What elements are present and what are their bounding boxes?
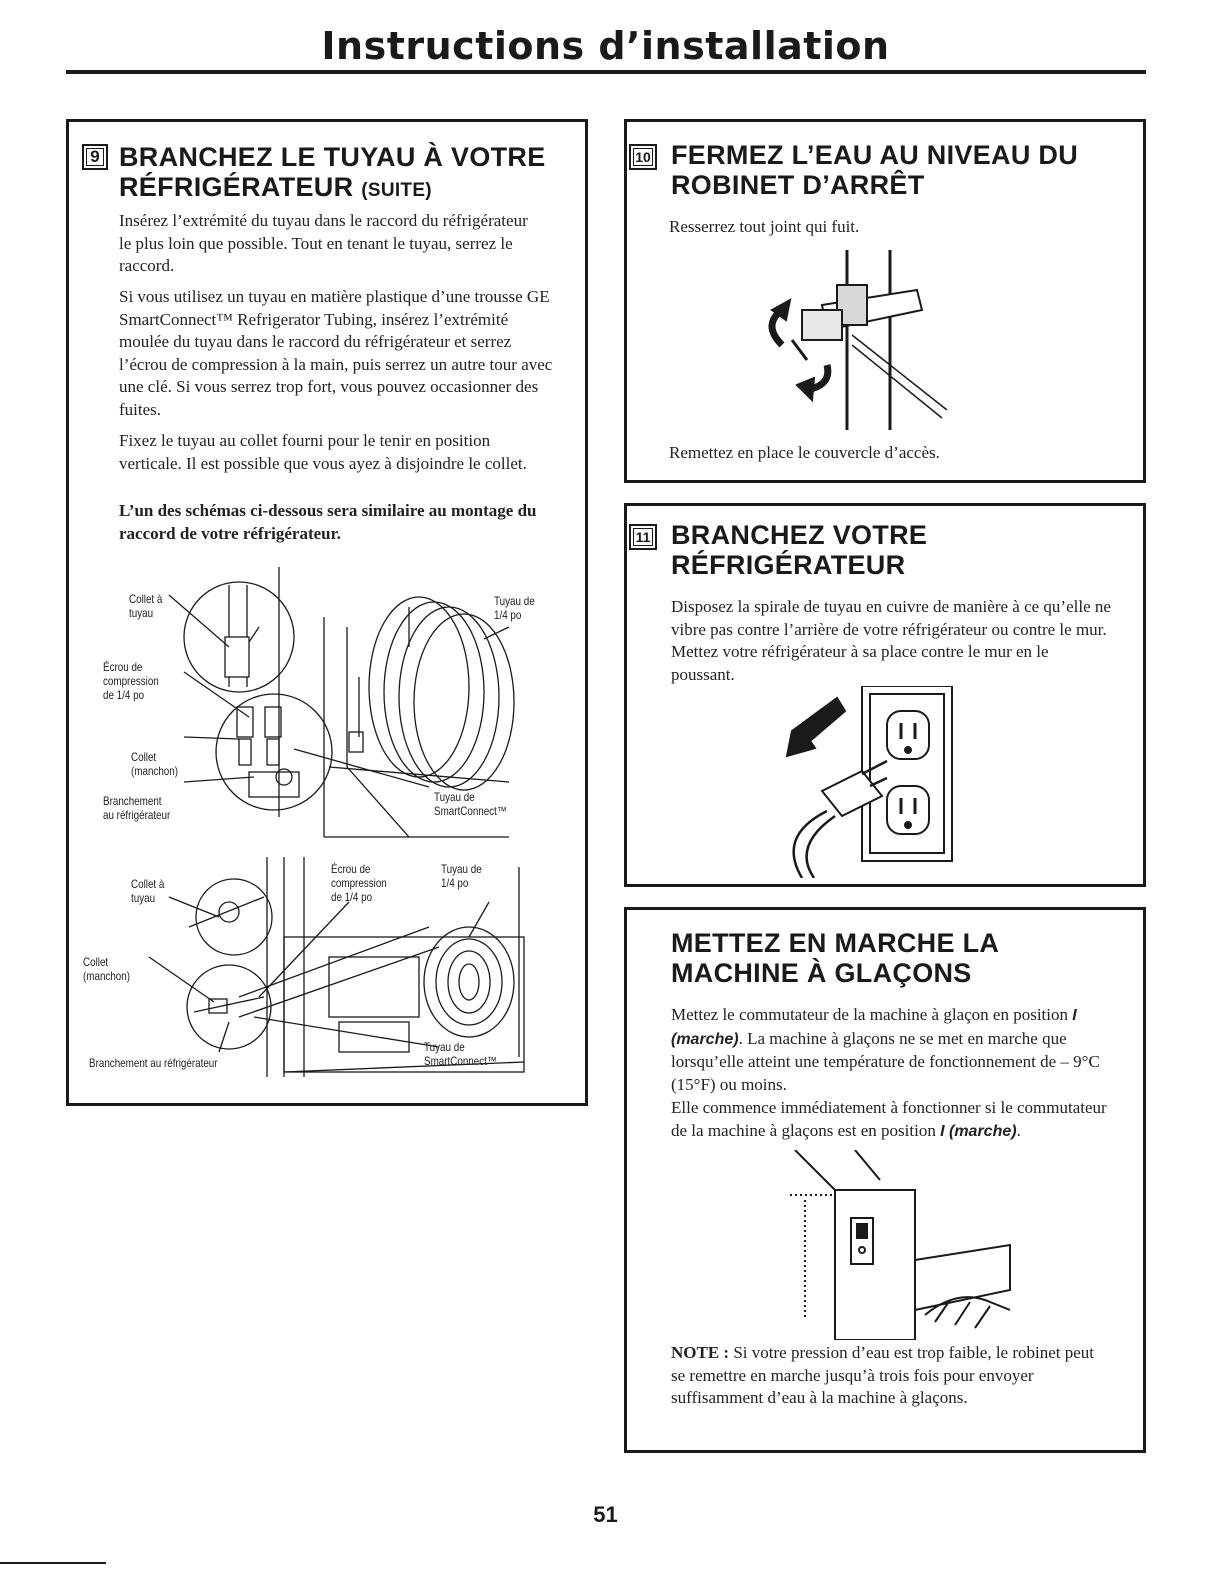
step-9-heading-line2: RÉFRIGÉRATEUR bbox=[119, 172, 354, 202]
icemaker-heading-line1: METTEZ EN MARCHE LA bbox=[671, 928, 1000, 958]
step-11-heading-line1: BRANCHEZ VOTRE bbox=[671, 520, 928, 550]
title-rule bbox=[66, 70, 1146, 74]
step-9-heading-line1: BRANCHEZ LE TUYAU À VOTRE bbox=[119, 142, 546, 172]
step-11-number: 11 bbox=[629, 524, 657, 550]
d2-branchement-label: Branchement au réfrigérateur bbox=[89, 1056, 218, 1070]
step-10-heading bbox=[671, 140, 1078, 200]
step-11-heading bbox=[671, 520, 927, 580]
d2-tuyau-quart-label: Tuyau de 1/4 po bbox=[441, 862, 482, 890]
step-9-number: 9 bbox=[82, 144, 108, 170]
step-10-number: 10 bbox=[629, 144, 657, 170]
page-title: Instructions d’installation bbox=[321, 24, 890, 68]
d1-tuyau-smart-label: Tuyau de SmartConnect™ bbox=[434, 790, 507, 818]
switch-on-label-1: I (marche) bbox=[671, 1007, 1077, 1048]
icemaker-paragraph-2: Elle commence immédiatement à fonctionner si le commutateur de la machine à glaçons est en position I (marche). bbox=[671, 1098, 1107, 1140]
d2-collet-tuyau-label: Collet à tuyau bbox=[131, 877, 165, 905]
step-11-heading-line2: RÉFRIGÉRATEUR bbox=[671, 550, 906, 580]
icemaker-note: NOTE : Si votre pression d’eau est trop faible, le robinet peut se remettre en marche jusqu’à trois fois pour envoyer suffisamment d’eau à la machine à glaçons. bbox=[671, 1343, 1095, 1407]
d1-tuyau-quart-label: Tuyau de 1/4 po bbox=[494, 594, 535, 622]
footer-rule bbox=[0, 1562, 106, 1564]
d2-collet-manchon-label: Collet (manchon) bbox=[83, 955, 131, 983]
d1-collet-tuyau-label: Collet à tuyau bbox=[129, 592, 163, 620]
shutoff-valve-illustration bbox=[752, 250, 962, 430]
icemaker-heading-line2: MACHINE À GLAÇONS bbox=[671, 958, 972, 988]
d1-collet-manchon-label: Collet (manchon) bbox=[131, 750, 179, 778]
d2-ecrou-label: Écrou de compression de 1/4 po bbox=[331, 862, 387, 904]
d1-ecrou-label: Écrou de compression de 1/4 po bbox=[103, 660, 159, 702]
note-label: NOTE : bbox=[671, 1343, 730, 1362]
icemaker-heading bbox=[671, 928, 999, 988]
step-9-paragraph-3: Fixez le tuyau au collet fourni pour le tenir en position verticale. Il est possible que vous ayez à disjoindre le collet. bbox=[119, 431, 527, 473]
step-10-heading-line1: FERMEZ L’EAU AU NIVEAU DU bbox=[671, 140, 1079, 170]
switch-on-label-2: I (marche) bbox=[940, 1122, 1017, 1140]
icemaker-paragraph-1: Mettez le commutateur de la machine à glaçon en position I (marche). La machine à glaçons ne se met en marche que lorsqu’elle atteint une température de fonctionnement de – 9°C (15°F) ou moins. bbox=[671, 1005, 1100, 1094]
step-11-box bbox=[624, 503, 1146, 887]
icemaker-box bbox=[624, 907, 1146, 1453]
step-9-paragraph-4-bold: L’un des schémas ci-dessous sera similaire au montage du raccord de votre réfrigérateur. bbox=[119, 501, 537, 543]
step-10-heading-line2: ROBINET D’ARRÊT bbox=[671, 170, 925, 200]
step-9-box bbox=[66, 119, 588, 1106]
plug-outlet-illustration bbox=[777, 686, 977, 878]
step-9-paragraph-1: Insérez l’extrémité du tuyau dans le raccord du réfrigérateur le plus loin que possible. Tout en tenant le tuyau, serrez le raccord. bbox=[119, 211, 528, 275]
step-9-heading bbox=[119, 142, 546, 206]
step-11-paragraph: Disposez la spirale de tuyau en cuivre de manière à ce qu’elle ne vibre pas contre l’arrière de votre réfrigérateur ou contre le mur. Mettez votre réfrigérateur à sa place contre le mur en le poussant. bbox=[671, 597, 1111, 684]
step-10-text-2: Remettez en place le couvercle d’accès. bbox=[669, 443, 940, 462]
d1-branchement-label: Branchement au réfrigérateur bbox=[103, 794, 171, 822]
step-9-paragraph-2: Si vous utilisez un tuyau en matière plastique d’une trousse GE SmartConnect™ Refrigerator Tubing, insérez l’extrémité moulée du tuyau dans le raccord du réfrigérateur et serrez l’écrou de compression à la main, puis serrez un autre tour avec une clé. Si vous serrez trop fort, vous pouvez occasionner des fuites. bbox=[119, 287, 553, 419]
step-9-heading-suffix: (SUITE) bbox=[361, 180, 432, 201]
page-number: 51 bbox=[593, 1502, 618, 1527]
d2-tuyau-smart-label: Tuyau de SmartConnect™ bbox=[424, 1040, 497, 1068]
step-10-text-1: Resserrez tout joint qui fuit. bbox=[669, 217, 860, 236]
step-9-paragraph-4 bbox=[119, 500, 569, 545]
icemaker-switch-illustration bbox=[785, 1150, 1015, 1340]
step-10-box bbox=[624, 119, 1146, 483]
